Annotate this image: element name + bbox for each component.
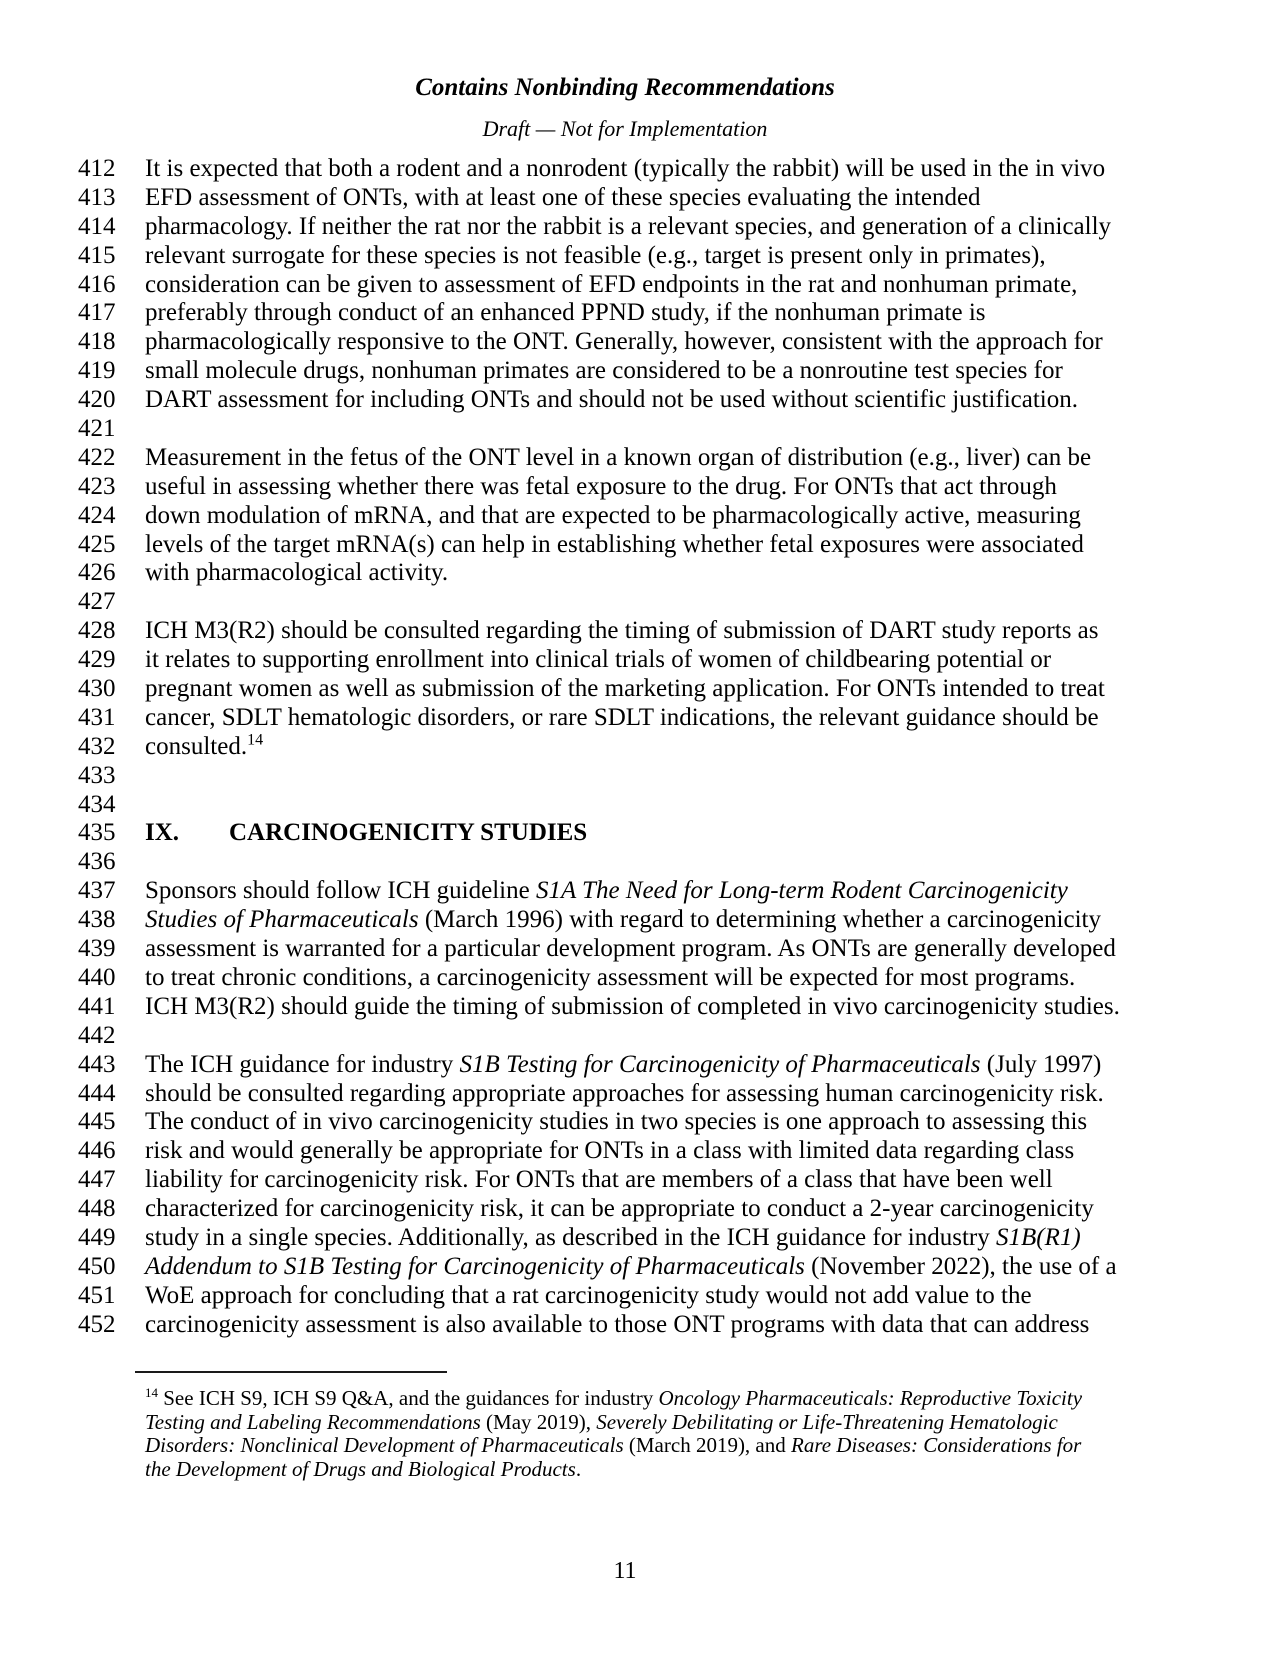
line-number: 413 [78,183,116,211]
document-line [78,935,1208,964]
line-text [145,791,1208,820]
text-segment: with pharmacological activity. [145,559,449,587]
line-text [145,733,1208,762]
document-line [78,386,1208,415]
text-segment: S1B(R1) [996,1223,1081,1251]
document-line [78,502,1208,531]
document-line [78,791,1208,820]
line-text [145,328,1208,357]
line-text [145,993,1208,1022]
text-segment: consideration can be given to assessment of EFD endpoints in the rat and nonhuman primate, [145,270,1078,298]
text-segment: liability for carcinogenicity risk. For ONTs that are members of a class that have been well [145,1166,1053,1194]
text-segment: It is expected that both a rodent and a nonrodent (typically the rabbit) will be used in the in vivo [145,155,1106,182]
text-segment: (November 2022), the use of a [804,1252,1117,1280]
line-text [145,444,1208,473]
line-text [145,1166,1208,1195]
line-text [145,1253,1208,1282]
line-text [145,502,1208,531]
line-number: 452 [78,1310,116,1338]
document-line [78,213,1208,242]
line-number: 438 [78,906,116,934]
line-text [145,155,1208,184]
document-line [78,1224,1208,1253]
line-number: 415 [78,241,116,269]
text-segment: DART assessment for including ONTs and should not be used without scientific justification. [145,386,1078,414]
document-line [78,1253,1208,1282]
text-segment: S1A The Need for Long-term Rodent Carcinogenicity [535,877,1068,905]
line-text [145,1224,1208,1253]
line-text [145,1022,1208,1051]
document-line [78,184,1208,213]
document-line [78,1051,1208,1080]
text-segment: The conduct of in vivo carcinogenicity studies in two species is one approach to assessing this [145,1108,1088,1136]
text-segment: levels of the target mRNA(s) can help in establishing whether fetal exposures were associated [145,530,1084,558]
text-segment: small molecule drugs, nonhuman primates are considered to be a nonroutine test species for [145,357,1063,385]
document-line [78,588,1208,617]
line-text [145,906,1208,935]
line-number: 431 [78,703,116,731]
text-segment: assessment is warranted for a particular development program. As ONTs are generally developed [145,935,1116,963]
line-number: 427 [78,588,116,616]
line-text [145,242,1208,271]
line-number: 433 [78,761,116,789]
line-number: 422 [78,443,116,471]
line-text [145,704,1208,733]
line-text [145,1080,1208,1109]
document-line [78,242,1208,271]
document-line [78,1022,1208,1051]
text-segment: pharmacology. If neither the rat nor the rabbit is a relevant species, and generation of a clinically [145,212,1112,240]
line-number: 441 [78,992,116,1020]
line-text [145,1137,1208,1166]
text-segment: Oncology Pharmaceuticals: Reproductive Toxicity Testing and Labeling Recommendations [145,1386,1083,1434]
line-number: 439 [78,935,116,963]
line-number: 444 [78,1079,116,1107]
line-number: 443 [78,1050,116,1078]
line-text [145,299,1208,328]
document-line [78,473,1208,502]
line-number: 432 [78,732,116,760]
line-text [145,617,1208,646]
text-segment: Rare Diseases: Considerations for the Development of Drugs and Biological Products [145,1433,1082,1481]
text-segment: ICH M3(R2) should be consulted regarding the timing of submission of DART study reports as [145,617,1099,645]
text-segment: it relates to supporting enrollment into clinical trials of women of childbearing potential or [145,646,1052,674]
line-number: 423 [78,472,116,500]
document-line [78,1311,1208,1340]
line-number: 418 [78,328,116,356]
document-line [78,617,1208,646]
document-line [78,1080,1208,1109]
document-header-subtitle: Draft — Not for Implementation [482,116,768,141]
document-line [78,1195,1208,1224]
text-segment: Measurement in the fetus of the ONT level in a known organ of distribution (e.g., liver) can be [145,443,1092,471]
text-segment: Addendum to S1B Testing for Carcinogenicity of Pharmaceuticals [145,1252,805,1280]
line-number: 426 [78,559,116,587]
text-segment: study in a single species. Additionally, as described in the ICH guidance for industry [145,1223,996,1251]
footnote-text [145,1387,1107,1481]
document-line [78,531,1208,560]
text-segment: The ICH guidance for industry [145,1050,460,1078]
text-segment: EFD assessment of ONTs, with at least one of these species evaluating the intended [145,183,981,211]
text-segment: ICH M3(R2) should guide the timing of submission of completed in vivo carcinogenicity studies. [145,992,1120,1020]
line-text [145,271,1208,300]
footnote-reference: 14 [247,731,264,749]
line-text [145,1051,1208,1080]
document-line [78,675,1208,704]
text-segment: Studies of Pharmaceuticals [145,906,419,934]
document-line [78,271,1208,300]
text-segment: (May 2019), [480,1409,597,1434]
line-number: 436 [78,848,116,876]
line-number: 430 [78,675,116,703]
line-text [145,531,1208,560]
line-text [145,588,1208,617]
line-number: 421 [78,415,116,443]
line-number: 420 [78,386,116,414]
document-line [78,357,1208,386]
text-segment: Sponsors should follow ICH guideline [145,877,536,905]
line-number: 446 [78,1137,116,1165]
text-segment: WoE approach for concluding that a rat carcinogenicity study would not add value to the [145,1281,1032,1309]
line-text [145,646,1208,675]
line-number: 435 [78,819,116,847]
line-number: 412 [78,155,116,182]
line-number: 450 [78,1252,116,1280]
line-text [145,848,1208,877]
line-text [145,1311,1208,1340]
document-line [78,1166,1208,1195]
line-number: 451 [78,1281,116,1309]
text-segment: consulted. [145,732,248,760]
footnote-separator [135,1371,447,1373]
document-header-title: Contains Nonbinding Recommendations [415,74,835,101]
line-text [145,415,1208,444]
text-segment: preferably through conduct of an enhanced PPND study, if the nonhuman primate is [145,299,986,327]
page-number: 11 [613,1558,637,1584]
line-list [78,155,1208,1340]
document-line [78,415,1208,444]
document-line [78,762,1208,791]
line-text [145,935,1208,964]
line-text [145,1282,1208,1311]
line-number: 416 [78,270,116,298]
document-line [78,819,1208,848]
document-line [78,733,1208,762]
text-segment: Severely Debilitating or Life-Threatening Hematologic Disorders: Nonclinical Development of Pharmaceuticals [145,1409,1058,1458]
line-number: 445 [78,1108,116,1136]
document-line [78,877,1208,906]
line-text [145,819,1208,848]
line-number: 447 [78,1166,116,1194]
line-number: 417 [78,299,116,327]
document-line [78,646,1208,675]
text-segment: carcinogenicity assessment is also available to those ONT programs with data that can address [145,1310,1090,1338]
line-number: 429 [78,646,116,674]
text-segment: down modulation of mRNA, and that are expected to be pharmacologically active, measuring [145,501,1081,529]
text-segment: See ICH S9, ICH S9 Q&A, and the guidances for industry [158,1386,659,1410]
text-segment: useful in assessing whether there was fetal exposure to the drug. For ONTs that act through [145,472,1057,500]
line-number: 442 [78,1021,116,1049]
text-segment: (July 1997) [980,1050,1102,1078]
text-segment: relevant surrogate for these species is not feasible (e.g., target is present only in primates), [145,241,1046,269]
document-line [78,1108,1208,1137]
document-line [78,704,1208,733]
line-number: 414 [78,212,116,240]
text-segment: to treat chronic conditions, a carcinogenicity assessment will be expected for most programs. [145,963,1076,991]
document-line [78,964,1208,993]
line-text [145,559,1208,588]
line-text [145,964,1208,993]
footnote-reference: 14 [145,1385,158,1400]
line-text [145,184,1208,213]
line-number: 419 [78,357,116,385]
line-text [145,1195,1208,1224]
line-number: 440 [78,963,116,991]
line-number: 437 [78,877,116,905]
text-segment: (March 1996) with regard to determining whether a carcinogenicity [418,906,1101,934]
text-segment: (March 2019), and [623,1433,792,1458]
line-number: 424 [78,501,116,529]
document-line [78,1282,1208,1311]
line-text [145,386,1208,415]
line-text [145,675,1208,704]
text-segment: risk and would generally be appropriate for ONTs in a class with limited data regarding class [145,1137,1075,1165]
text-segment: should be consulted regarding appropriate approaches for assessing human carcinogenicity risk. [145,1079,1104,1107]
line-number: 449 [78,1223,116,1251]
document-line [78,559,1208,588]
document-line [78,328,1208,357]
text-segment: pregnant women as well as submission of the marketing application. For ONTs intended to treat [145,675,1105,703]
document-line [78,1137,1208,1166]
text-segment: CARCINOGENICITY STUDIES [229,819,588,847]
line-text [145,1108,1208,1137]
line-text [145,357,1208,386]
line-text [145,762,1208,791]
text-segment: IX. [145,819,180,847]
line-number: 425 [78,530,116,558]
document-line [78,848,1208,877]
line-text [145,213,1208,242]
document-line [78,444,1208,473]
document-line [78,906,1208,935]
document-line [78,993,1208,1022]
line-number: 434 [78,790,116,818]
document-line [78,299,1208,328]
text-segment: characterized for carcinogenicity risk, it can be appropriate to conduct a 2-year carcinogenicity [145,1195,1094,1223]
text-segment: . [575,1456,582,1481]
line-text [145,473,1208,502]
text-segment: pharmacologically responsive to the ONT. Generally, however, consistent with the approach for [145,328,1103,356]
line-text [145,877,1208,906]
line-number: 448 [78,1195,116,1223]
text-segment: cancer, SDLT hematologic disorders, or rare SDLT indications, the relevant guidance should be [145,703,1099,731]
line-number: 428 [78,617,116,645]
document-line [78,155,1208,184]
text-segment: S1B Testing for Carcinogenicity of Pharmaceuticals [459,1050,981,1078]
